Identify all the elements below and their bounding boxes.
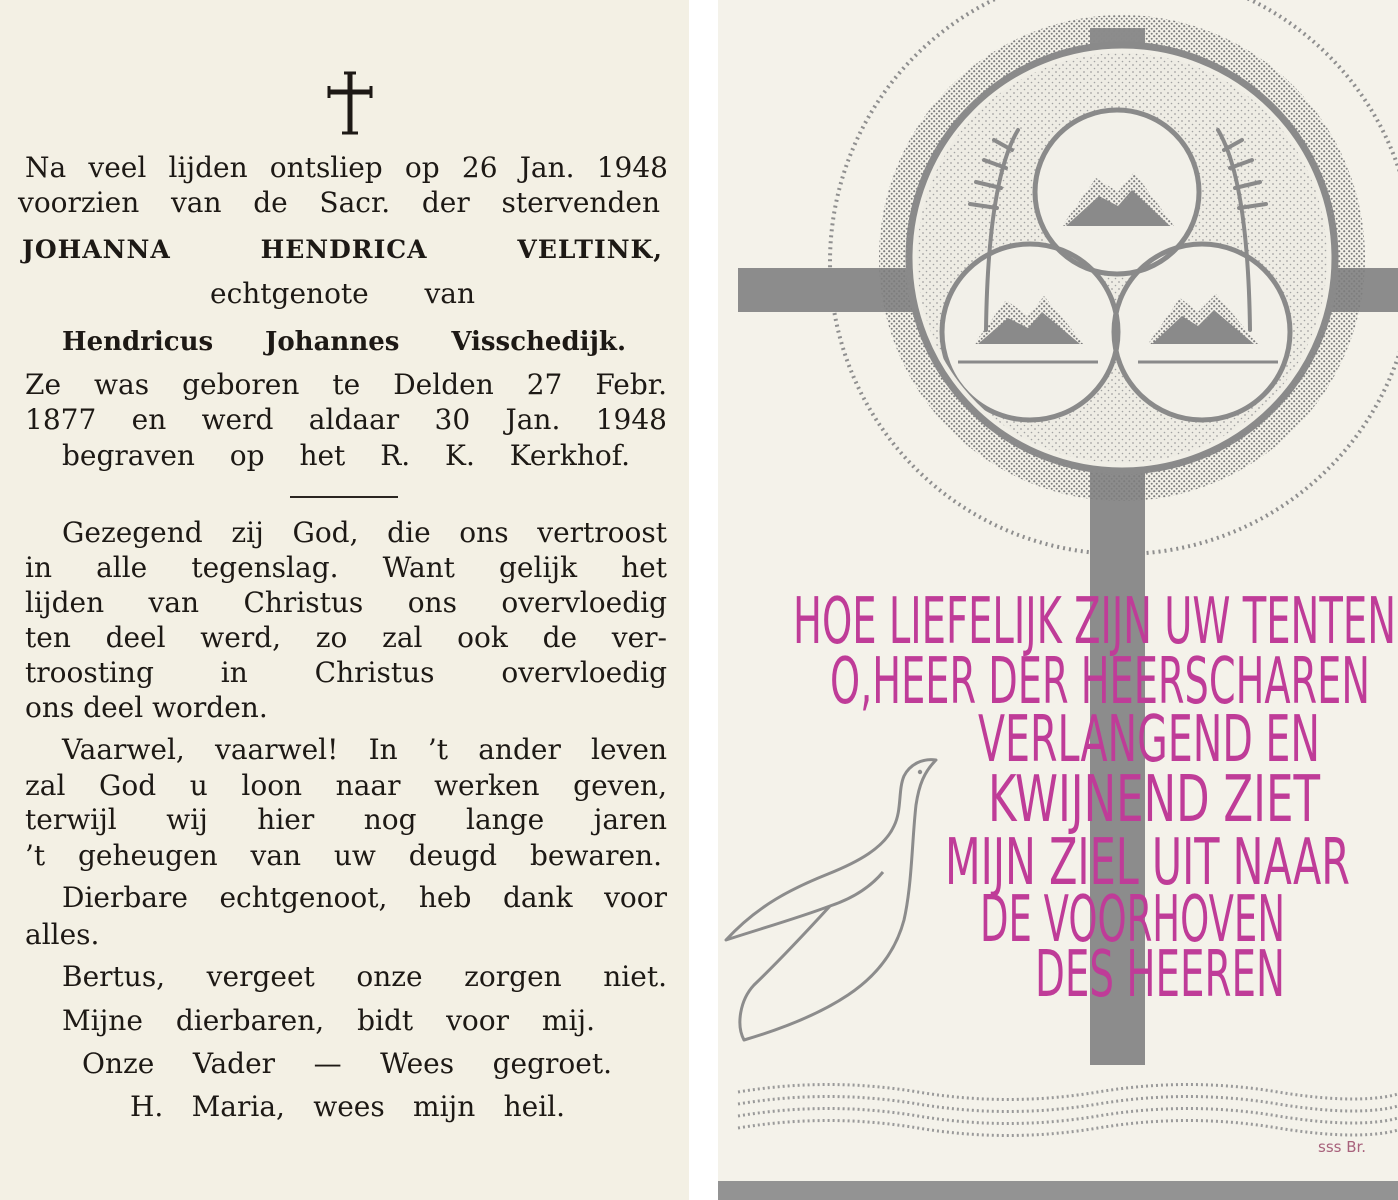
waves [738, 1085, 1398, 1136]
farewell-verse-line: ’t geheugen van uw deugd bewaren. [25, 839, 662, 872]
scripture-line: ten deel werd, zo zal ook de ver- [25, 621, 667, 654]
prayer-line: H. Maria, wees mijn heil. [130, 1090, 565, 1123]
biography-line: Ze was geboren te Delden 27 Febr. [25, 368, 667, 401]
cross-icon [326, 70, 374, 136]
farewell-verse-line: terwijl wij hier nog lange jaren [25, 803, 667, 836]
verse-line: VERLANGEND EN [978, 703, 1320, 777]
section-divider [290, 496, 398, 498]
memorial-card-image-side [718, 0, 1398, 1200]
prayer-line: Onze Vader — Wees gegroet. [82, 1047, 612, 1080]
scripture-line: ons deel worden. [25, 691, 268, 724]
printer-mark: sss Br. [1318, 1138, 1367, 1156]
verse-line: KWIJNEND ZIET [988, 763, 1321, 837]
thanks-line: Dierbare echtgenoot, heb dank voor [62, 881, 667, 914]
request-line: Bertus, vergeet onze zorgen niet. [62, 960, 667, 993]
memorial-card-text-side [0, 0, 689, 1200]
verse-line: HOE LIEFELIJK ZIJN UW TENTEN [793, 585, 1396, 659]
farewell-verse-line: Vaarwel, vaarwel! In ’t ander leven [62, 733, 667, 766]
deceased-name: JOHANNA HENDRICA VELTINK, [22, 235, 663, 264]
scripture-line: in alle tegenslag. Want gelijk het [25, 551, 667, 584]
thanks-line: alles. [25, 918, 100, 951]
verse-line: DES HEEREN [1035, 938, 1285, 1012]
devotional-illustration [718, 0, 1398, 1200]
biography-line: 1877 en werd aldaar 30 Jan. 1948 [25, 403, 667, 436]
verse-line: DE VOORHOVEN [980, 883, 1285, 957]
scripture-line: lijden van Christus ons overvloedig [25, 586, 667, 619]
scripture-line: Gezegend zij God, die ons vertroost [62, 516, 667, 549]
announcement-line: voorzien van de Sacr. der stervenden [18, 186, 660, 219]
trefoil-emblem [879, 15, 1365, 501]
relation-line: echtgenote van [210, 277, 475, 310]
announcement-line: Na veel lijden ontsliep op 26 Jan. 1948 [25, 151, 668, 184]
bottom-band [718, 1181, 1398, 1200]
verse-line: MIJN ZIEL UIT NAAR [945, 826, 1350, 900]
scripture-line: troosting in Christus overvloedig [25, 656, 667, 689]
farewell-verse-line: zal God u loon naar werken geven, [25, 769, 667, 802]
biography-line: begraven op het R. K. Kerkhof. [62, 439, 630, 472]
dove-icon [726, 760, 936, 1040]
request-line: Mijne dierbaren, bidt voor mij. [62, 1004, 595, 1037]
spouse-name: Hendricus Johannes Visschedijk. [62, 327, 626, 357]
verse-line: O,HEER DER HEERSCHAREN [830, 645, 1370, 719]
